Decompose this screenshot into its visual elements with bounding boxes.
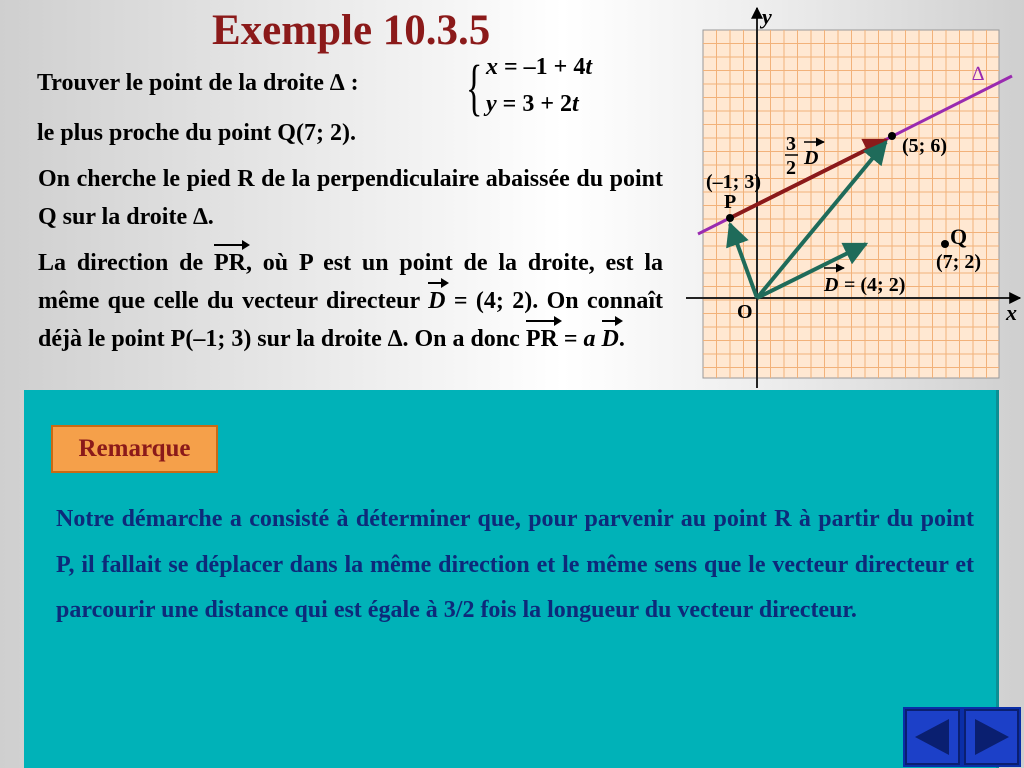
equation-y-var: y xyxy=(486,91,497,117)
equation-x xyxy=(486,54,592,81)
equation-y xyxy=(486,91,579,118)
y-axis-label: y xyxy=(762,4,772,29)
scalar-a: a xyxy=(583,326,596,352)
problem-line-1: Trouver le point de la droite ∆ : xyxy=(37,70,359,96)
point-r xyxy=(888,132,896,140)
para2-text-b: , où P est un point de la droite, est la même que celle du vecteur directeur xyxy=(38,250,663,314)
next-slide-button[interactable] xyxy=(964,709,1019,765)
remark-label-text: Remarque xyxy=(78,435,191,462)
vector-d: D xyxy=(428,282,445,320)
equation-x-var: x xyxy=(486,54,498,80)
remark-label xyxy=(51,425,218,473)
label-o: O xyxy=(737,301,753,323)
label-p: P xyxy=(724,191,737,213)
label-fraction-denominator: 2 xyxy=(786,157,796,179)
equation-x-param: t xyxy=(585,54,593,80)
label-d: D xyxy=(804,147,819,169)
equation-x-rest: = –1 + 4 xyxy=(498,54,586,80)
vector-pr: PR xyxy=(214,244,246,282)
para2-end: . xyxy=(618,326,625,352)
vector-pr-2: PR xyxy=(526,320,558,358)
line-delta-label: ∆ xyxy=(972,63,985,85)
label-d-vector: D xyxy=(824,274,839,296)
previous-slide-button[interactable] xyxy=(905,709,960,765)
point-q xyxy=(941,240,949,248)
label-p-coords: (–1; 3) xyxy=(706,171,761,193)
next-arrow-icon xyxy=(966,711,1017,763)
remark-text: Notre démarche a consisté à déterminer que, pour parvenir au point R à partir du point P, il fallait se déplacer dans la même direction et le même sens que le vecteur directeur et parcourir une distance qui est égale à 3/2 fois la longueur du vecteur directeur. xyxy=(56,506,974,623)
label-d-value: = (4; 2) xyxy=(844,274,906,296)
equation-y-param: t xyxy=(572,91,579,117)
slide-title: Exemple 10.3.5 xyxy=(212,7,491,54)
navigation-bar xyxy=(903,707,1021,767)
vector-d-2: D xyxy=(602,320,619,358)
point-p xyxy=(726,214,734,222)
paragraph-perpendicular: On cherche le pied R de la perpendiculaire abaissée du point Q sur la droite ∆. xyxy=(38,166,663,230)
label-fraction-numerator: 3 xyxy=(786,133,796,155)
para2-eq: = xyxy=(557,326,584,352)
label-q-coords: (7; 2) xyxy=(936,251,981,273)
label-r-coords: (5; 6) xyxy=(902,135,947,157)
para2-text-a: La direction de xyxy=(38,250,214,276)
system-brace: { xyxy=(466,54,483,122)
para2-text-c: = (4; 2). On connaît déjà le point P(–1; 3) sur la droite ∆. On a donc xyxy=(38,288,663,352)
previous-arrow-icon xyxy=(907,711,958,763)
x-axis-label: x xyxy=(1006,300,1017,325)
equation-y-rest: = 3 + 2 xyxy=(496,91,573,117)
paragraph-direction xyxy=(38,244,663,358)
label-q: Q xyxy=(950,224,968,249)
problem-line-2: le plus proche du point Q(7; 2). xyxy=(37,120,356,146)
coordinate-graph xyxy=(686,0,1024,388)
